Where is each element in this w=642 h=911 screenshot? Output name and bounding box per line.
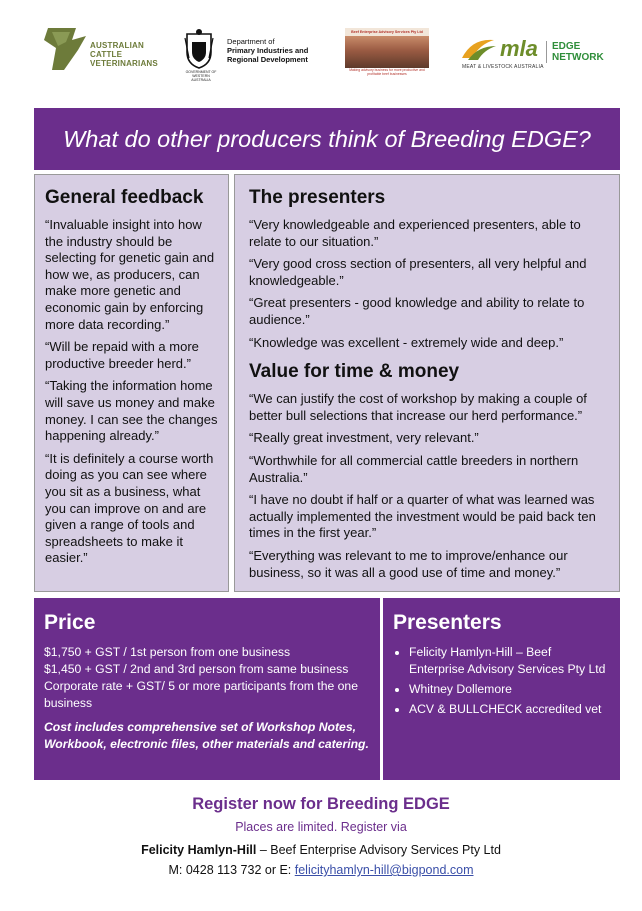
price-heading: Price bbox=[44, 611, 96, 634]
mla-swoosh-icon bbox=[460, 36, 498, 62]
cattle-photo bbox=[345, 36, 429, 68]
price-line: $1,750 + GST / 1st person from one business bbox=[44, 645, 291, 659]
contact-org: – Beef Enterprise Advisory Services Pty Ltd bbox=[256, 843, 501, 857]
presenters-quote: “Very good cross section of presenters, all very helpful and knowledgeable.” bbox=[249, 256, 587, 288]
phone-text: M: 0428 113 732 or E: bbox=[168, 863, 295, 877]
value-quote: “I have no doubt if half or a quarter of what was learned was actually implemented the investment would be paid back ten times in the first year.” bbox=[249, 492, 596, 541]
contact-details bbox=[0, 863, 642, 877]
email-link[interactable]: felicityhamlyn-hill@bigpond.com bbox=[294, 863, 474, 877]
general-quote: “Invaluable insight into how the industry should be selecting for genetic gain and how we, as producers, can make more genetic and economic gain by enforcing more data recording.” bbox=[45, 217, 215, 332]
places-text: Places are limited. Register via bbox=[235, 820, 407, 834]
presenter-item: • Whitney Dollemore bbox=[409, 681, 608, 698]
wa-crest-icon bbox=[183, 28, 215, 70]
presenters-quote: “Knowledge was excellent - extremely wide and deep.” bbox=[249, 334, 564, 350]
price-box bbox=[34, 598, 380, 780]
headline-text: What do other producers think of Breeding EDGE? bbox=[63, 126, 591, 152]
value-quote: “We can justify the cost of workshop by making a couple of better bull selections that increase our herd performance.” bbox=[249, 391, 587, 423]
value-heading: Value for time & money bbox=[249, 361, 460, 383]
price-line: Corporate rate + GST/ 5 or more participants from the one business bbox=[44, 679, 358, 710]
presenters-feedback-box bbox=[234, 174, 620, 592]
price-line: $1,450 + GST / 2nd and 3rd person from same business bbox=[44, 662, 349, 676]
price-note: Cost includes comprehensive set of Workshop Notes, Workbook, electronic files, other materials and catering. bbox=[44, 720, 369, 751]
mla-edge-logo: mla MEAT & LIVESTOCK AUSTRALIA EDGE NETWORK bbox=[462, 36, 604, 70]
general-quote: “It is definitely a course worth doing as you can see where you sit as a business, what you can improve on and are given a range of tools and spreadsheets to make it easier.” bbox=[45, 450, 214, 566]
acv-cattle-head-icon bbox=[42, 26, 90, 72]
presenters-list bbox=[393, 644, 608, 718]
presenter-item: • Felicity Hamlyn-Hill – Beef Enterprise Advisory Services Pty Ltd bbox=[409, 644, 608, 678]
general-feedback-box bbox=[34, 174, 229, 592]
general-quote: “Taking the information home will save us money and make money. I can see the changes happening already.” bbox=[45, 378, 218, 444]
contact-name: Felicity Hamlyn-Hill bbox=[141, 843, 257, 857]
acv-logo: AUSTRALIAN CATTLE VETERINARIANS bbox=[42, 26, 162, 76]
value-quote: “Really great investment, very relevant.” bbox=[249, 430, 479, 446]
presenters-heading: Presenters bbox=[393, 611, 502, 634]
dpird-logo: GOVERNMENT OF WESTERN AUSTRALIA Department of Primary Industries and Regional Development bbox=[183, 28, 323, 78]
general-quote: “Will be repaid with a more productive breeder herd.” bbox=[45, 339, 199, 371]
beas-logo: Beef Enterprise Advisory Services Pty Ltd Making advisory business for more productive and profitable beef businesses bbox=[345, 28, 429, 78]
headline-banner bbox=[34, 108, 620, 170]
presenters-feedback-heading: The presenters bbox=[249, 187, 386, 208]
value-quote: “Everything was relevant to me to improve/enhance our business, so it was all a good use of time and money.” bbox=[249, 547, 568, 580]
value-quote: “Worthwhile for all commercial cattle breeders in northern Australia.” bbox=[249, 452, 579, 485]
general-feedback-heading: General feedback bbox=[45, 187, 204, 208]
presenter-item: • ACV & BULLCHECK accredited vet bbox=[409, 701, 608, 718]
presenters-box bbox=[383, 598, 620, 780]
contact-line bbox=[0, 843, 642, 857]
register-heading: Register now for Breeding EDGE bbox=[192, 795, 450, 813]
presenters-quote: “Great presenters - good knowledge and ability to relate to audience.” bbox=[249, 295, 585, 327]
presenters-quote: “Very knowledgeable and experienced presenters, able to relate to our situation.” bbox=[249, 217, 581, 249]
